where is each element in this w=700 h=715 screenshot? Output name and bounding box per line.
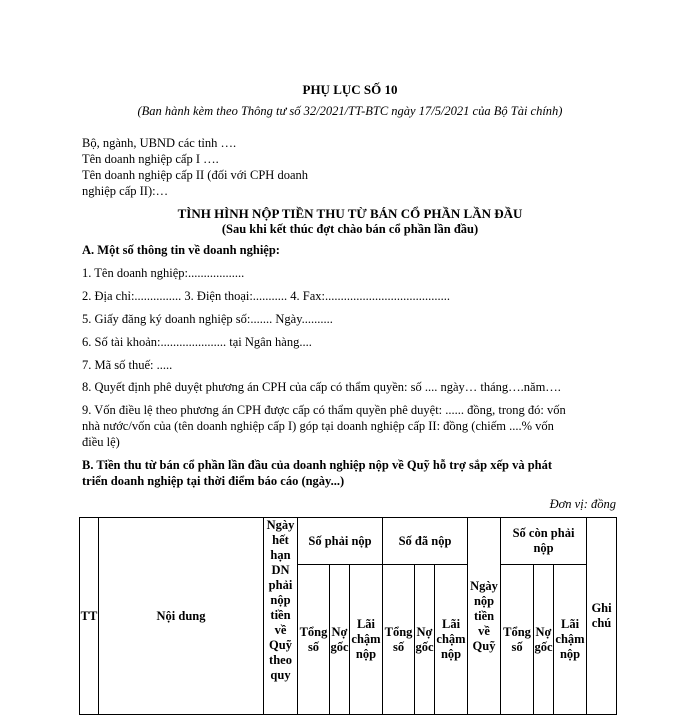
col-tt-header: TT xyxy=(80,518,99,715)
remaining-total-header: Tổng số xyxy=(501,565,534,715)
section-b-heading-line-1: B. Tiền thu từ bán cổ phần lần đầu của doanh nghiệp nộp về Quỹ hỗ trợ sắp xếp và phát xyxy=(82,458,553,472)
paid-total-header: Tổng số xyxy=(383,565,415,715)
payable-principal-header: Nợ gốc xyxy=(330,565,350,715)
paid-principal-header: Nợ gốc xyxy=(415,565,435,715)
info-item-2-4: 2. Địa chỉ:............... 3. Điện thoại:........... 4. Fax:........................................ xyxy=(82,289,451,303)
remaining-late-interest-header: Lãi chậm nộp xyxy=(554,565,587,715)
col-content-header: Nội dung xyxy=(99,518,264,715)
info-item-7: 7. Mã số thuế: ..... xyxy=(82,358,173,372)
col-paid-date-header: Ngày nộp tiền về Quỹ xyxy=(468,518,501,715)
section-b-heading-line-2: triển doanh nghiệp tại thời điểm báo cáo (ngày...) xyxy=(82,474,345,488)
info-item-9-line-1: 9. Vốn điều lệ theo phương án CPH được cấp có thẩm quyền phê duyệt: ...... đồng, trong đó: vốn xyxy=(82,403,566,417)
org-line-3: Tên doanh nghiệp cấp II (đối với CPH doanh xyxy=(82,168,309,182)
info-item-9-line-2: nhà nước/vốn của (tên doanh nghiệp cấp I) góp tại doanh nghiệp cấp II: đồng (chiếm ....% vốn xyxy=(82,419,554,433)
paid-late-interest-header: Lãi chậm nộp xyxy=(435,565,468,715)
col-note-header: Ghi chú xyxy=(587,518,617,715)
col-deadline-header: Ngày hết hạn DN phải nộp tiền về Quỹ theo quy xyxy=(264,518,298,715)
info-item-8: 8. Quyết định phê duyệt phương án CPH của cấp có thẩm quyền: số .... ngày… tháng….năm…. xyxy=(82,380,561,394)
col-paid-group-header: Số đã nộp xyxy=(383,518,468,565)
org-line-2: Tên doanh nghiệp cấp I …. xyxy=(82,152,219,166)
section-a-heading: A. Một số thông tin về doanh nghiệp: xyxy=(82,243,280,257)
payable-late-interest-header: Lãi chậm nộp xyxy=(350,565,383,715)
remaining-principal-header: Nợ gốc xyxy=(534,565,554,715)
report-subtitle: (Sau khi kết thúc đợt chào bán cổ phần lần đầu) xyxy=(221,222,479,236)
issued-by-note: (Ban hành kèm theo Thông tư số 32/2021/TT-BTC ngày 17/5/2021 của Bộ Tài chính) xyxy=(137,104,563,118)
payment-table xyxy=(79,517,617,715)
org-line-1: Bộ, ngành, UBND các tỉnh …. xyxy=(82,136,237,150)
unit-label: Đơn vị: đồng xyxy=(549,497,616,511)
info-item-9-line-3: điều lệ) xyxy=(82,435,120,449)
org-line-4: nghiệp cấp II):… xyxy=(82,184,169,198)
info-item-1: 1. Tên doanh nghiệp:.................. xyxy=(82,266,245,280)
report-title: TÌNH HÌNH NỘP TIỀN THU TỪ BÁN CỔ PHẦN LẦN ĐẦU xyxy=(177,206,523,221)
info-item-5: 5. Giấy đăng ký doanh nghiệp số:....... Ngày.......... xyxy=(82,312,333,326)
info-item-6: 6. Số tài khoản:..................... tại Ngân hàng.... xyxy=(82,335,312,349)
col-payable-group-header: Số phải nộp xyxy=(298,518,383,565)
appendix-title: PHỤ LỤC SỐ 10 xyxy=(302,82,398,97)
payable-total-header: Tổng số xyxy=(298,565,330,715)
col-remaining-group-header: Số còn phải nộp xyxy=(501,518,587,565)
